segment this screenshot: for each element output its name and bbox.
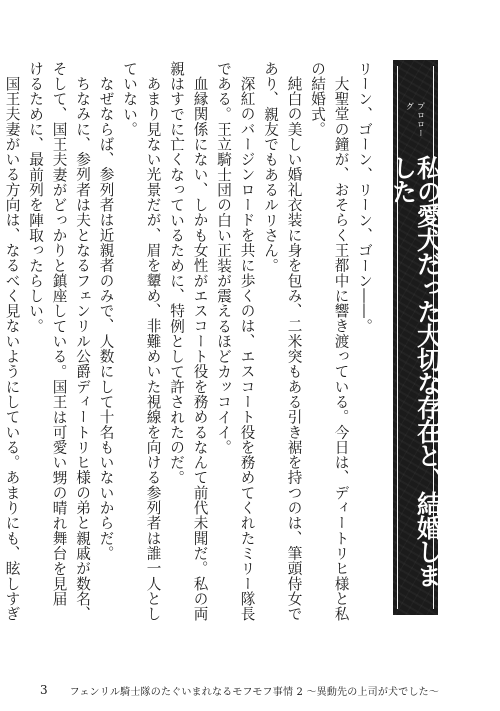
- chapter-title: 私の愛犬だった大切な存在と、結婚しました: [388, 154, 443, 587]
- paragraph: 純白の美しい婚礼衣装に身を包み、二米突もある引き裾を持つのは、筆頭侍女であり、親友でもあるルリさん。: [262, 61, 303, 621]
- paragraph: 国王夫妻がいる方向は、なるべく見ないようにしている。あまりにも、眩しすぎ: [3, 75, 21, 621]
- paragraph: ちなみに、参列者は夫となるフェンリル公爵ディートリヒ様の弟と親戚が数名、そして、国王夫妻がどっかりと鎮座している。国王は可愛い甥の晴れ舞台を見届けるために、最前列を陣取ったらしい。: [27, 61, 91, 621]
- chapter-banner: [388, 60, 443, 615]
- chapter-label: プロローグ: [405, 102, 426, 138]
- paragraph: なぜならば、参列者は近親者のみで、人数にして十名もいないからだ。: [97, 75, 115, 561]
- body-text: [0, 61, 376, 621]
- chapter-banner-frame: [388, 66, 443, 609]
- paragraph: 深紅のバージンロードを共に歩くのは、エスコート役を務めてくれたミリー隊長である。王立騎士団の白い正装が震えるほどカッコイイ。: [215, 61, 256, 621]
- paragraph: あまり見ない光景だが、眉を顰め、非難めいた視線を向ける参列者は誰一人としていない。: [121, 61, 162, 621]
- paragraph: 大聖堂の鐘が、おそらく王都中に響き渡っている。今日は、ディートリヒ様と私の結婚式。: [309, 61, 350, 621]
- page-number: 3: [40, 683, 48, 697]
- book-title: フェンリル騎士隊のたぐいまれなるモフモフ事情 2 ～異動先の上司が犬でした～: [69, 686, 440, 698]
- paragraph: 血縁関係にない、しかも女性がエスコート役を務めるなんて前代未聞だ。私の両親はすでに亡くなっているために、特例として許されたのだ。: [168, 61, 209, 621]
- paragraph: リーン、ゴーン、リーン、ゴーン――。: [356, 61, 373, 334]
- page-footer: [40, 683, 480, 697]
